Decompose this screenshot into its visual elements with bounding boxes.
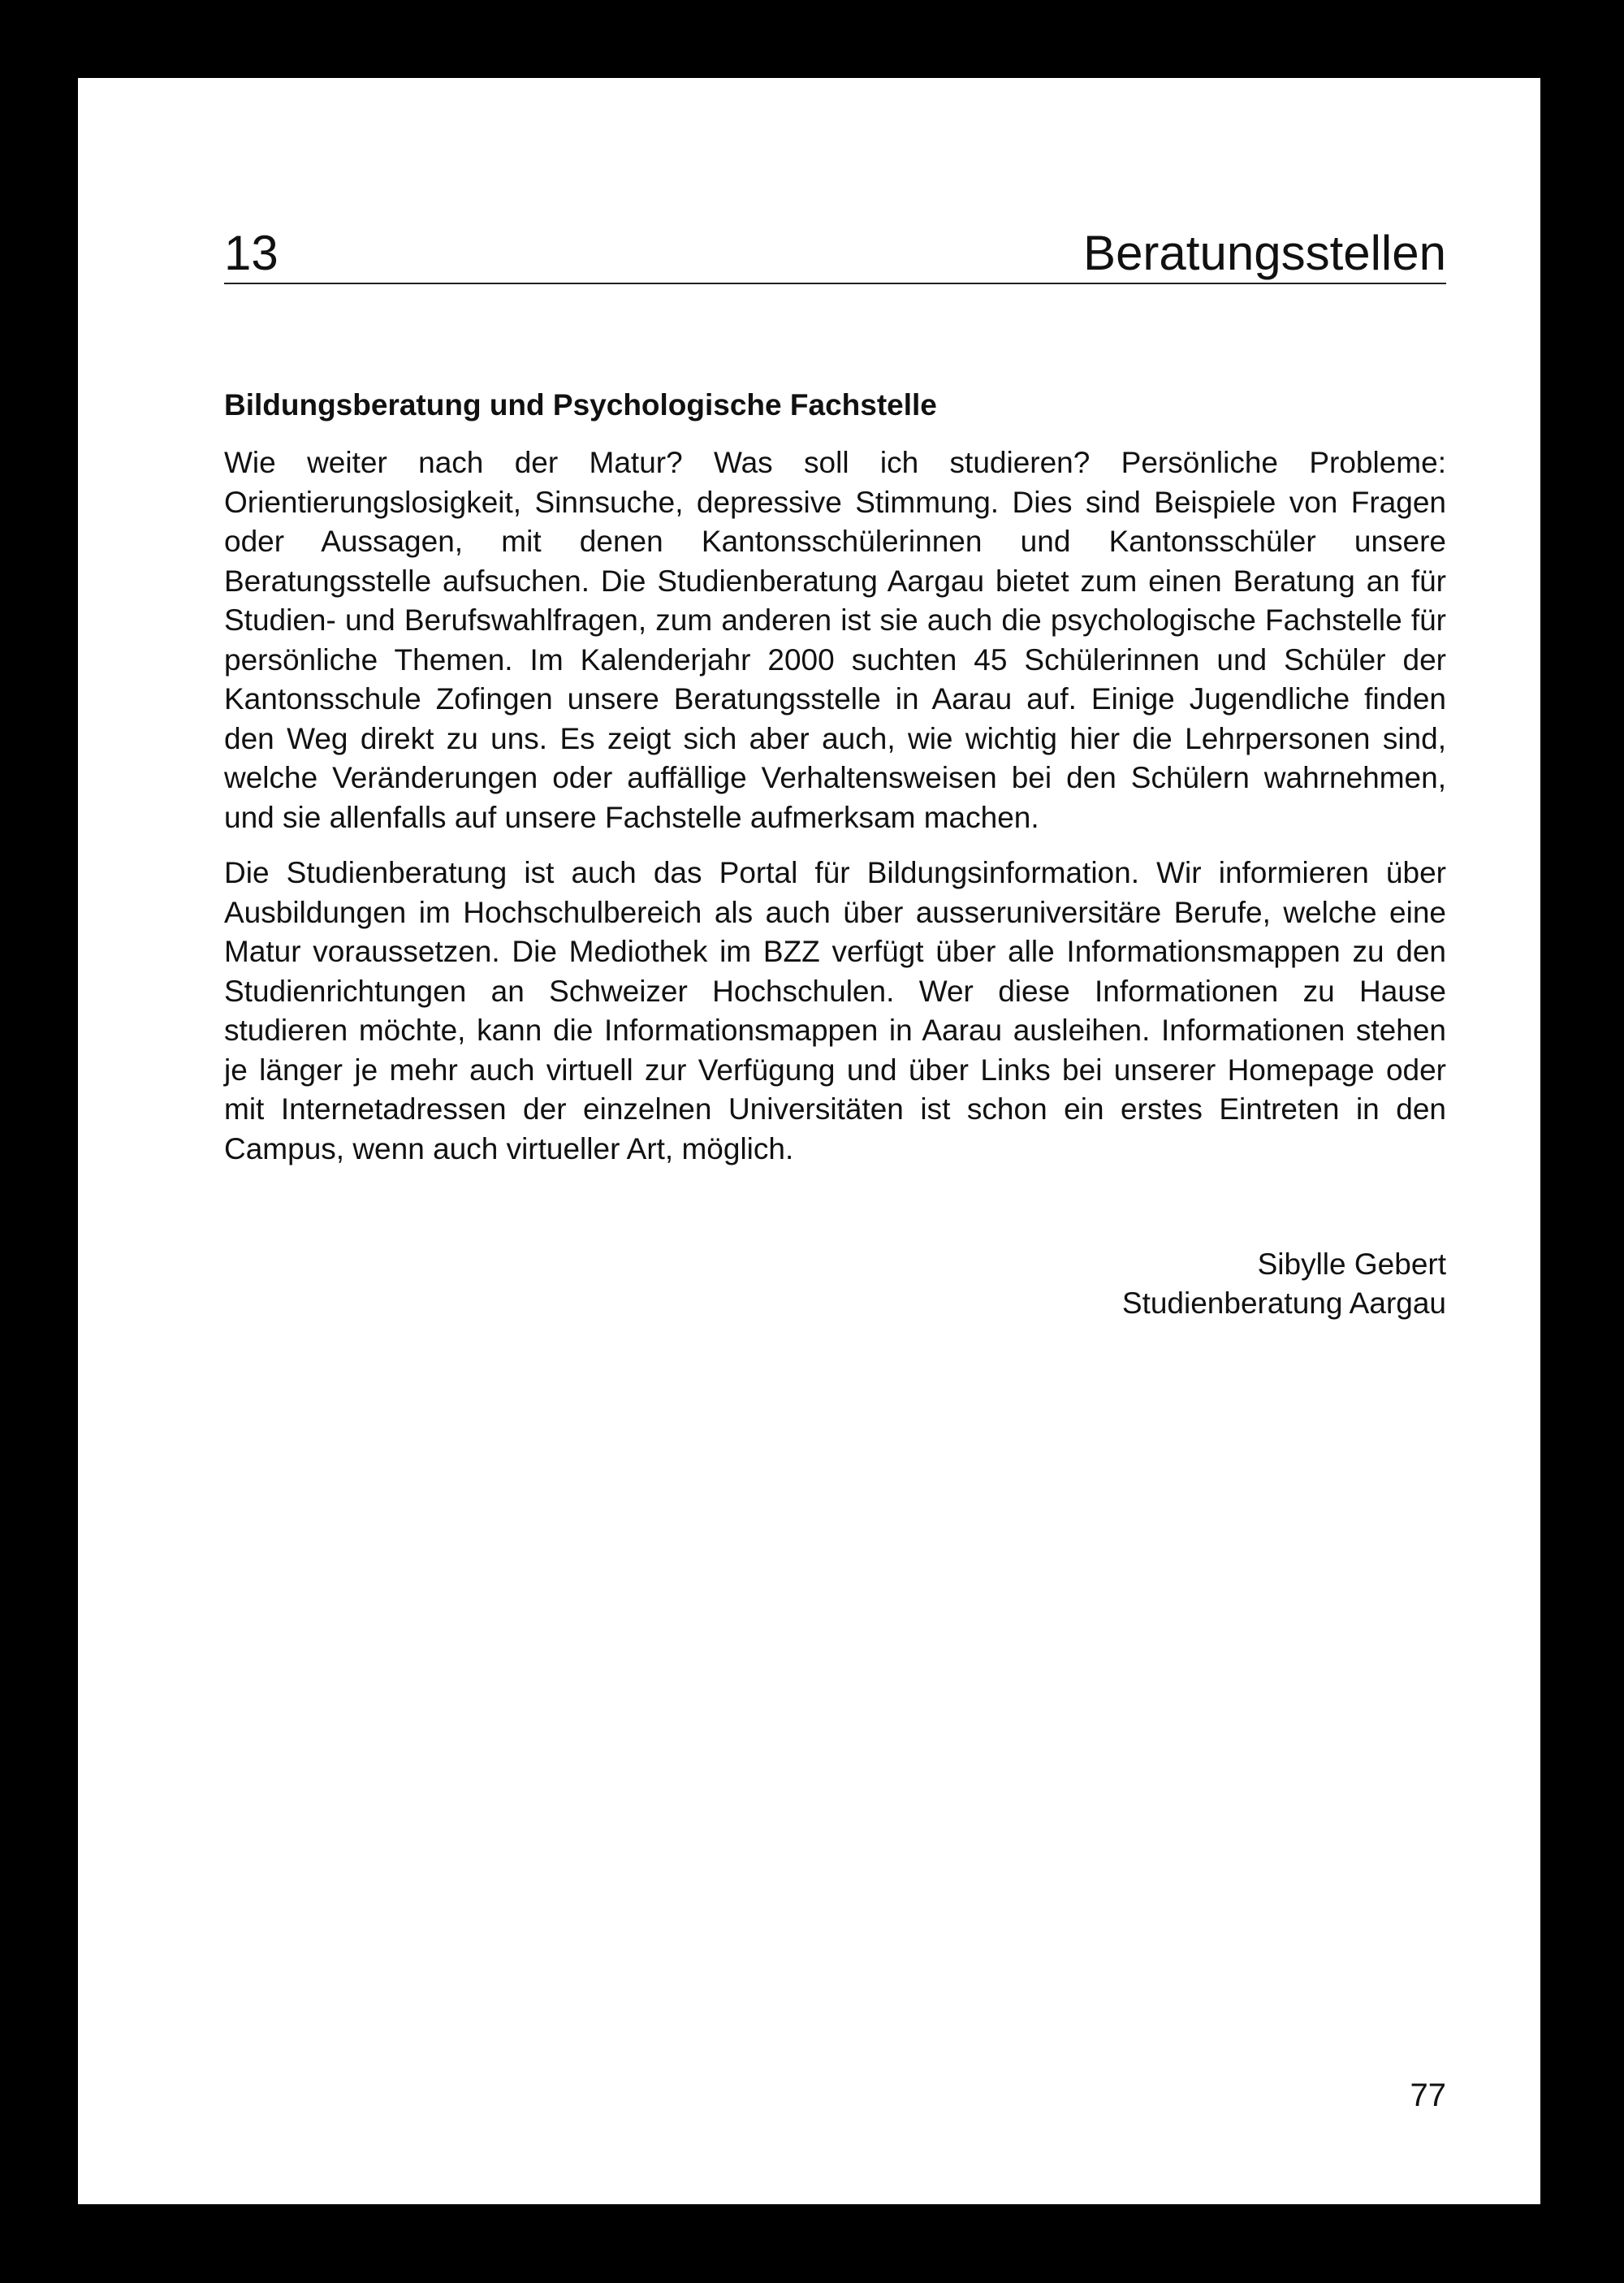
paragraph-2: Die Studienberatung ist auch das Portal für Bildungsinformation. Wir informieren über Ausbildungen im Hochschulbereich als auch über ausseruniversitäre Berufe, welche eine Matur voraussetzen. Die Mediothek im BZZ verfügt über alle Informationsmappen zu den Studienrichtungen an Schweizer Hochschulen. Wer diese Informationen zu Hause studieren möchte, kann die Informationsmappen in Aarau ausleihen. Informationen stehen je länger je mehr auch virtuell zur Verfügung und über Links bei unserer Homepage oder mit Internetadressen der einzelnen Universitäten ist schon ein erstes Eintreten in den Campus, wenn auch virtueller Art, möglich. [224, 856, 1446, 1165]
section-heading: Bildungsberatung und Psychologische Fachstelle [224, 388, 937, 422]
page-number: 77 [1410, 2078, 1446, 2113]
document-page [78, 78, 1540, 2204]
body-text [224, 443, 1446, 1185]
signature-block [1122, 1245, 1446, 1323]
chapter-number: 13 [224, 226, 279, 280]
chapter-title: Beratungsstellen [1083, 226, 1446, 280]
author-name: Sibylle Gebert [1257, 1247, 1446, 1281]
chapter-header [224, 222, 1446, 284]
paragraph-1: Wie weiter nach der Matur? Was soll ich studieren? Persönliche Probleme: Orientierungslosigkeit, Sinnsuche, depressive Stimmung. Dies sind Beispiele von Fragen oder Aussagen, mit denen Kantonsschülerinnen und Kantonsschüler unsere Beratungsstelle aufsuchen. Die Studienberatung Aargau bietet zum einen Beratung an für Studien- und Berufswahlfragen, zum anderen ist sie auch die psychologische Fachstelle für persönliche Themen. Im Kalenderjahr 2000 suchten 45 Schülerinnen und Schüler der Kantonsschule Zofingen unsere Beratungsstelle in Aarau auf. Einige Jugendliche finden den Weg direkt zu uns. Es zeigt sich aber auch, wie wichtig hier die Lehrpersonen sind, welche Veränderungen oder auffällige Verhaltensweisen bei den Schülern wahrnehmen, und sie allenfalls auf unsere Fachstelle aufmerksam machen. [224, 446, 1446, 834]
author-organization: Studienberatung Aargau [1121, 1286, 1446, 1320]
